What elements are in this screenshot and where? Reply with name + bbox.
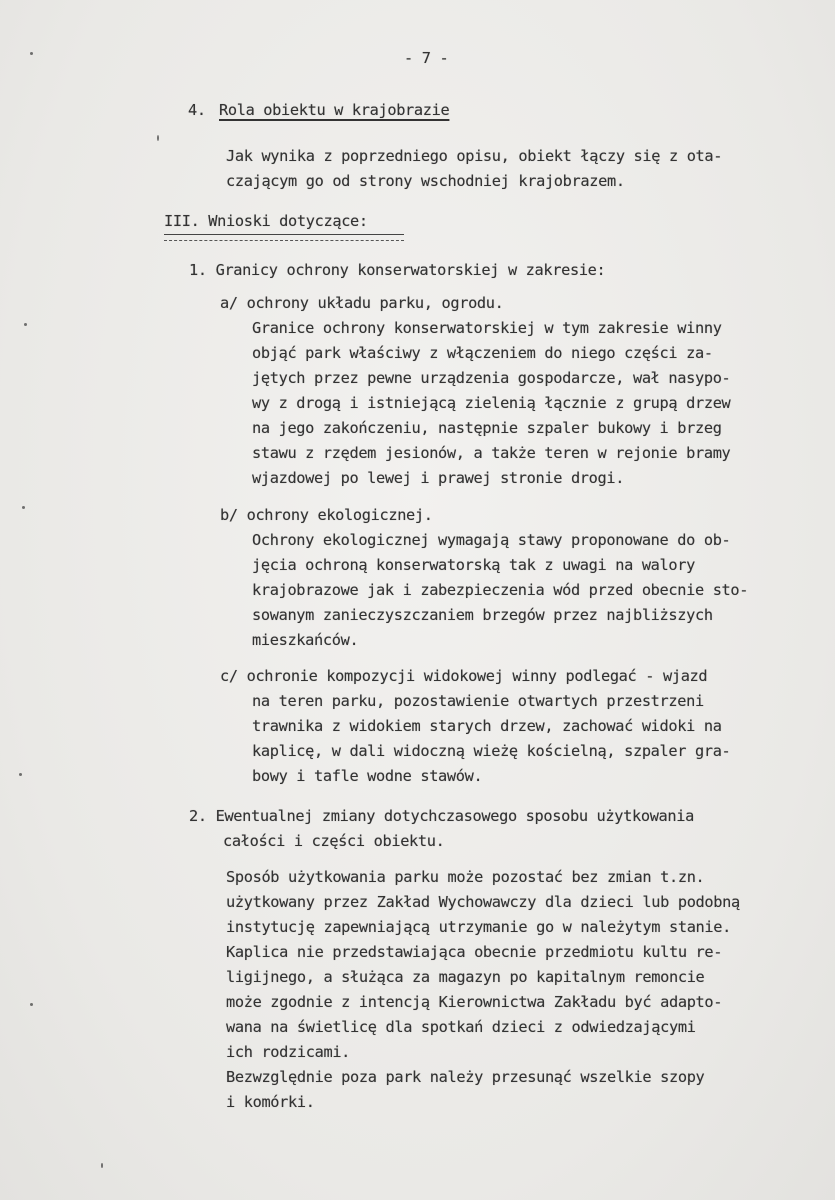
page-number: - 7 - — [404, 49, 449, 67]
scan-speck — [24, 323, 27, 326]
item-1-heading: 1. Granicy ochrony konserwatorskiej w zakresie: — [189, 261, 606, 279]
item-2-body-line: wana na świetlicę dla spotkań dzieci z odwiedzającymi — [226, 1018, 696, 1036]
item-2-body-line: instytucję zapewniającą utrzymanie go w należytym stanie. — [226, 918, 731, 936]
item-1a-body-line: Granice ochrony konserwatorskiej w tym zakresie winny — [252, 319, 722, 337]
item-1c-line: kaplicę, w dali widoczną wieżę kościelną, szpaler gra- — [252, 742, 731, 760]
scan-speck — [101, 1163, 103, 1168]
scan-speck — [30, 52, 33, 55]
item-1b-body-line: Ochrony ekologicznej wymagają stawy proponowane do ob- — [252, 531, 731, 549]
item-1a-body-line: wjazdowej po lewej i prawej stronie drogi. — [252, 469, 625, 487]
item-2-body-line: może zgodnie z intencją Kierownictwa Zakładu być adapto- — [226, 993, 723, 1011]
item-1c-line: c/ ochronie kompozycji widokowej winny podlegać - wjazd — [220, 667, 708, 685]
scan-speck — [157, 135, 159, 141]
item-2-body-line: Sposób użytkowania parku może pozostać bez zmian t.zn. — [226, 868, 705, 886]
item-1b-body-line: jęcia ochroną konserwatorską tak z uwagi na walory — [252, 556, 695, 574]
item-2-body-line: ich rodzicami. — [226, 1043, 351, 1061]
item-1c-line: na teren parku, pozostawienie otwartych przestrzeni — [252, 692, 704, 710]
item-2-body-line: Bezwzględnie poza park należy przesunąć wszelkie szopy — [226, 1068, 705, 1086]
item-1b-body-line: krajobrazowe jak i zabezpieczenia wód przed obecnie sto- — [252, 581, 749, 599]
item-2-heading-line: 2. Ewentualnej zmiany dotychczasowego sposobu użytkowania — [189, 807, 694, 825]
section-3-heading-underline — [164, 234, 404, 235]
scan-speck — [22, 506, 25, 509]
item-2-heading-line: całości i części obiektu. — [223, 832, 445, 850]
section-3-heading-underline-dashed — [164, 240, 404, 241]
item-1b-title: b/ ochrony ekologicznej. — [220, 506, 433, 524]
item-1a-body-line: stawu z rzędem jesionów, a także teren w rejonie bramy — [252, 444, 731, 462]
item-1b-body-line: sowanym zanieczyszczaniem brzegów przez najbliższych — [252, 606, 713, 624]
item-1c-line: bowy i tafle wodne stawów. — [252, 767, 483, 785]
item-2-body-line: użytkowany przez Zakład Wychowawczy dla dzieci lub podobną — [226, 893, 740, 911]
section-4-number: 4. — [188, 101, 206, 119]
item-2-body-line: ligijnego, a służąca za magazyn po kapitalnym remoncie — [226, 968, 705, 986]
item-1a-title: a/ ochrony układu parku, ogrodu. — [220, 294, 504, 312]
item-1b-body-line: mieszkańców. — [252, 631, 359, 649]
item-2-body-line: Kaplica nie przedstawiająca obecnie przedmiotu kultu re- — [226, 943, 723, 961]
section-3-heading: III. Wnioski dotyczące: — [164, 212, 368, 230]
item-1a-body-line: wy z drogą i istniejącą zielenią łącznie z grupą drzew — [252, 394, 731, 412]
item-1a-body-line: jętych przez pewne urządzenia gospodarcze, wał nasypo- — [252, 369, 731, 387]
section-4-heading: Rola obiektu w krajobrazie — [219, 101, 450, 119]
item-1c-line: trawnika z widokiem starych drzew, zachować widoki na — [252, 717, 722, 735]
section-4-body-line: Jak wynika z poprzedniego opisu, obiekt łączy się z ota- — [226, 147, 723, 165]
item-1a-body-line: na jego zakończeniu, następnie szpaler bukowy i brzeg — [252, 419, 722, 437]
scan-speck — [30, 1003, 33, 1006]
item-2-body-line: i komórki. — [226, 1093, 315, 1111]
scan-speck — [19, 773, 22, 776]
section-4-body-line: czającym go od strony wschodniej krajobrazem. — [226, 172, 625, 190]
item-1a-body-line: objąć park właściwy z włączeniem do niego części za- — [252, 344, 713, 362]
